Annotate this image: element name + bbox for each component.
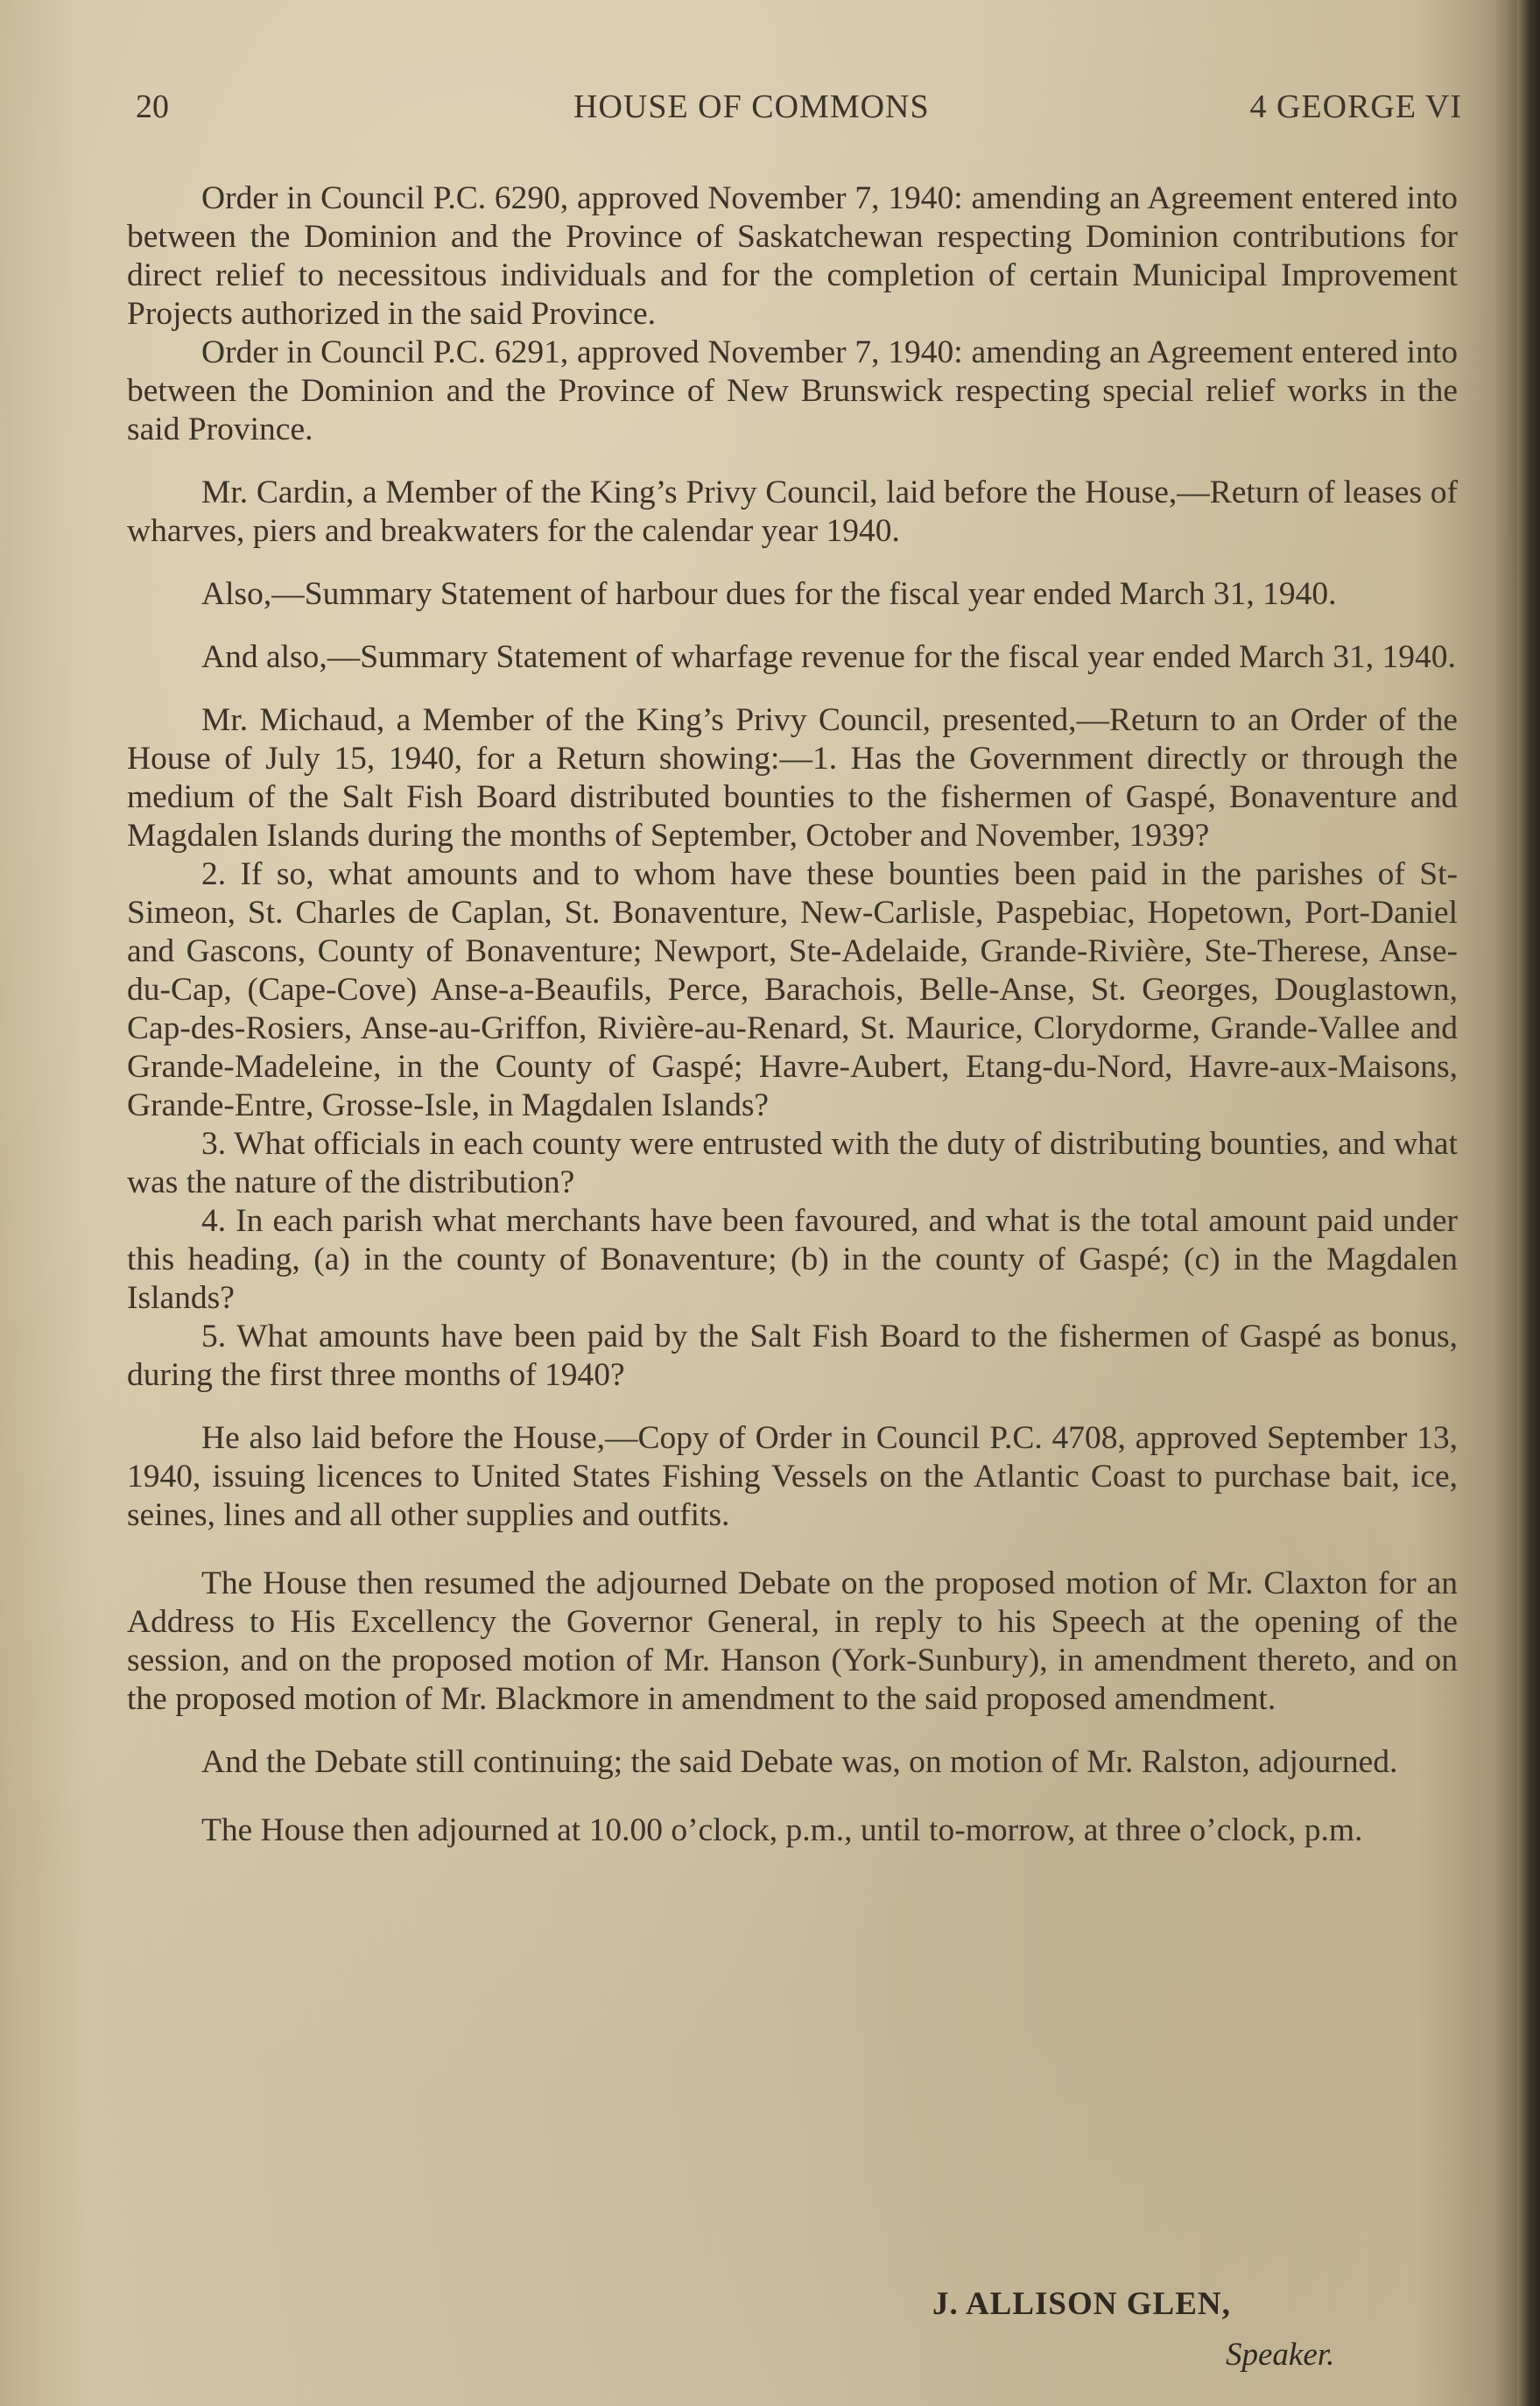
paragraph-debate-adjourned: And the Debate still continuing; the said Debate was, on motion of Mr. Ralston, adjourned. [201,1744,1398,1780]
speaker-name: J. ALLISON GLEN, [932,2286,1231,2322]
running-header [136,88,1462,140]
paragraph-order-6291: Order in Council P.C. 6291, approved November 7, 1940: amending an Agreement entered into between the Dominion and the Province of New Brunswick respecting special relief works in the said Province. [127,334,1458,447]
page-number: 20 [136,88,169,125]
paragraph-question-2: 2. If so, what amounts and to whom have these bounties been paid in the parishes of St-Simeon, St. Charles de Caplan, St. Bonaventure, New-Carlisle, Paspebiac, Hopetown, Port-Daniel and Gascons, County of Bonaventure; Newport, Ste-Adelaide, Grande-Rivière, Ste-Therese, Anse-du-Cap, (Cape-Cove) Anse-a-Beaufils, Perce, Barachois, Belle-Anse, St. Georges, Douglastown, Cap-des-Rosiers, Anse-au-Griffon, Rivière-au-Renard, St. Maurice, Clorydorme, Grande-Vallee and Grande-Madeleine, in the County of Gaspé; Havre-Aubert, Etang-du-Nord, Havre-aux-Maisons, Grande-Entre, Grosse-Isle, in Magdalen Islands? [127,856,1458,1123]
header-title: HOUSE OF COMMONS [573,88,930,125]
journal-body [127,179,1458,1850]
paragraph-question-5: 5. What amounts have been paid by the Salt Fish Board to the fishermen of Gaspé as bonus, during the first three months of 1940? [127,1319,1458,1393]
paragraph-wharfage-revenue: And also,—Summary Statement of wharfage revenue for the fiscal year ended March 31, 1940. [201,639,1456,675]
paragraph-harbour-dues: Also,—Summary Statement of harbour dues for the fiscal year ended March 31, 1940. [201,576,1337,612]
paragraph-question-3: 3. What officials in each county were entrusted with the duty of distributing bounties, and what was the nature of the distribution? [127,1126,1458,1200]
book-binding-edge [1517,0,1540,2406]
paragraph-house-adjourned: The House then adjourned at 10.00 o’clock, p.m., until to-morrow, at three o’clock, p.m. [201,1812,1363,1848]
paragraph-order-4708: He also laid before the House,—Copy of Order in Council P.C. 4708, approved September 13, 1940, issuing licences to United States Fishing Vessels on the Atlantic Coast to purchase bait, ice, seines, lines and all other supplies and outfits. [127,1420,1458,1533]
paragraph-resumed-debate: The House then resumed the adjourned Debate on the proposed motion of Mr. Claxton for an Address to His Excellency the Governor General, in reply to his Speech at the opening of the session, and on the proposed motion of Mr. Hanson (York-Sunbury), in amendment thereto, and on the proposed motion of Mr. Blackmore in amendment to the said proposed amendment. [127,1565,1458,1717]
paragraph-cardin-return: Mr. Cardin, a Member of the King’s Privy Council, laid before the House,—Return of leases of wharves, piers and breakwaters for the calendar year 1940. [127,475,1458,549]
paragraph-order-6290: Order in Council P.C. 6290, approved November 7, 1940: amending an Agreement entered into between the Dominion and the Province of Saskatchewan respecting Dominion contributions for direct relief to necessitous individuals and for the completion of certain Municipal Improvement Projects authorized in the said Province. [127,180,1458,332]
paragraph-question-4: 4. In each parish what merchants have been favoured, and what is the total amount paid under this heading, (a) in the county of Bonaventure; (b) in the county of Gaspé; (c) in the Magdalen Islands? [127,1203,1458,1316]
header-regnal-year: 4 GEORGE VI [1249,88,1462,125]
speaker-title: Speaker. [1226,2337,1335,2373]
paragraph-michaud-return: Mr. Michaud, a Member of the King’s Privy Council, presented,—Return to an Order of the House of July 15, 1940, for a Return showing:—1. Has the Government directly or through the medium of the Salt Fish Board distributed bounties to the fishermen of Gaspé, Bonaventure and Magdalen Islands during the months of September, October and November, 1939? [127,702,1458,854]
